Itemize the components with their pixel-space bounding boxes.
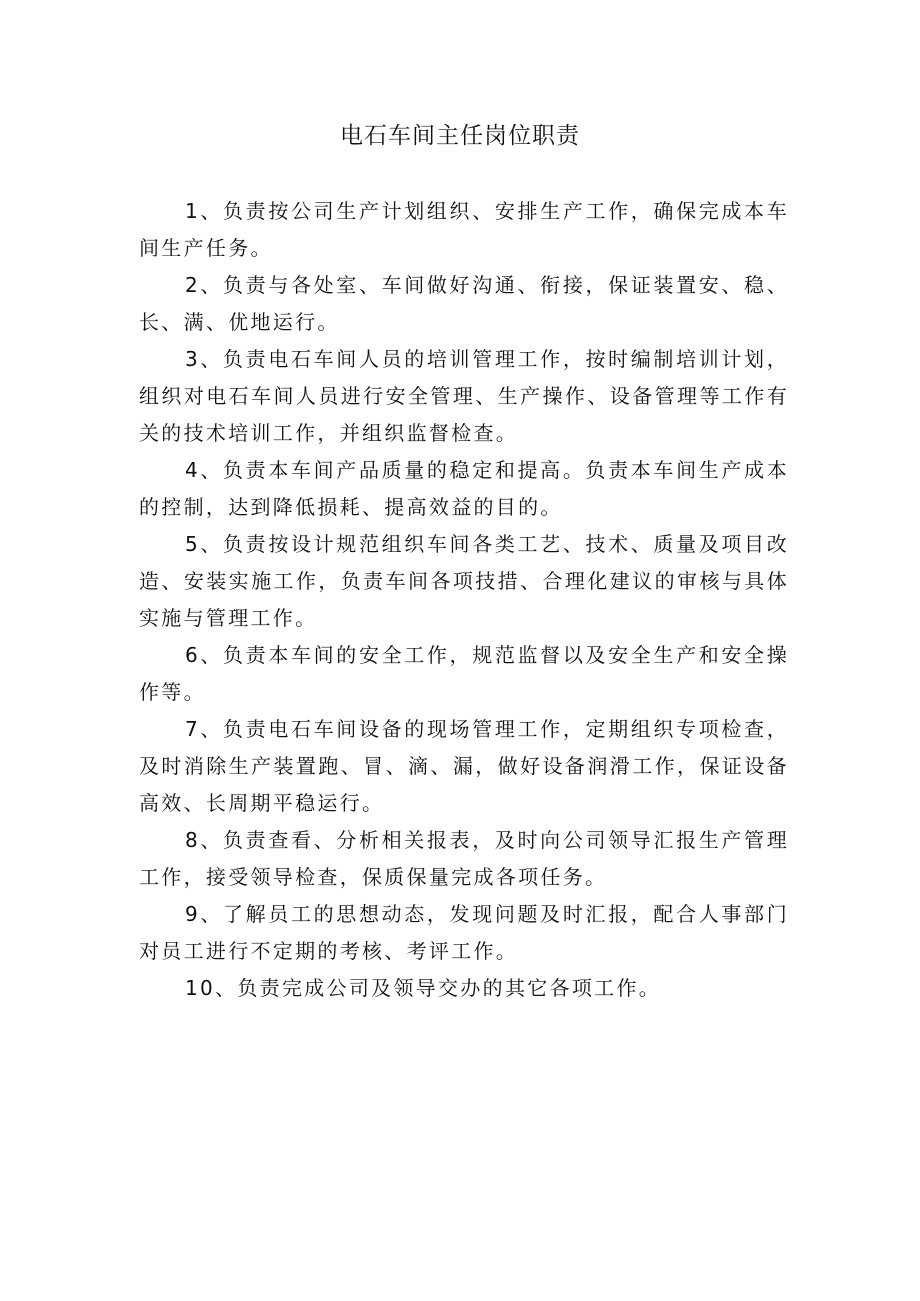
responsibility-item: 3、负责电石车间人员的培训管理工作，按时编制培训计划，组织对电石车间人员进行安全管理、生产操作、设备管理等工作有关的技术培训工作，并组织监督检查。 — [139, 347, 789, 445]
responsibility-item: 10、负责完成公司及领导交办的其它各项工作。 — [185, 976, 662, 1000]
responsibility-item: 4、负责本车间产品质量的稳定和提高。负责本车间生产成本的控制，达到降低损耗、提高效益的目的。 — [139, 458, 789, 519]
responsibility-item: 1、负责按公司生产计划组织、安排生产工作，确保完成本车间生产任务。 — [139, 199, 789, 260]
responsibility-item: 7、负责电石车间设备的现场管理工作，定期组织专项检查，及时消除生产装置跑、冒、滴、漏，做好设备润滑工作，保证设备高效、长周期平稳运行。 — [139, 717, 789, 815]
responsibility-item: 6、负责本车间的安全工作，规范监督以及安全生产和安全操作等。 — [139, 643, 789, 704]
document-title: 电石车间主任岗位职责 — [340, 123, 580, 149]
responsibility-item: 2、负责与各处室、车间做好沟通、衔接，保证装置安、稳、长、满、优地运行。 — [139, 273, 789, 334]
responsibility-item: 8、负责查看、分析相关报表，及时向公司领导汇报生产管理工作，接受领导检查，保质保量完成各项任务。 — [139, 828, 789, 889]
responsibility-item: 9、了解员工的思想动态，发现问题及时汇报，配合人事部门对员工进行不定期的考核、考评工作。 — [139, 902, 789, 963]
responsibilities-list — [139, 193, 789, 1007]
responsibility-item: 5、负责按设计规范组织车间各类工艺、技术、质量及项目改造、安装实施工作，负责车间各项技措、合理化建议的审核与具体实施与管理工作。 — [139, 532, 789, 630]
